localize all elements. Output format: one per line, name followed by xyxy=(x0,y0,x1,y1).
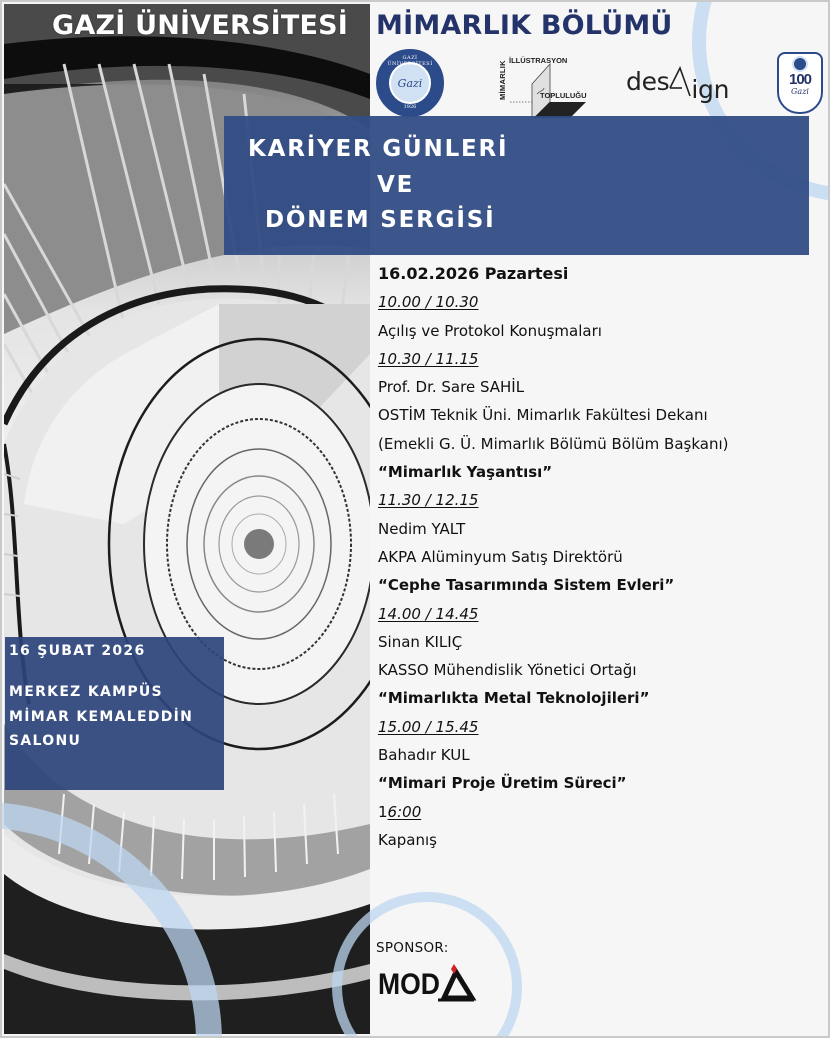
talk-topic-1: “Mimarlık Yaşantısı” xyxy=(378,463,553,482)
title-line-3: DÖNEM SERGİSİ xyxy=(265,207,496,233)
seal-ring-text: GAZİ ÜNİVERSİTESİ xyxy=(387,55,433,67)
event-date: 16 ŞUBAT 2026 xyxy=(9,643,146,659)
agenda-time-6-prefix: 1 xyxy=(378,802,388,821)
agenda-time-1: 10.00 / 10.30 xyxy=(378,293,479,312)
mimarlik-illustrasyon-toplulugu-logo xyxy=(498,48,598,118)
agenda-time-5: 15.00 / 15.45 xyxy=(378,717,479,736)
speaker-name-4: Bahadır KUL xyxy=(378,746,470,765)
venue-line-3: SALONU xyxy=(9,733,82,749)
sponsor-label: SPONSOR: xyxy=(376,940,449,956)
desaign-left: des xyxy=(626,67,670,96)
gazi-university-seal-icon xyxy=(376,49,444,117)
agenda-time-3: 11.30 / 12.15 xyxy=(378,491,479,510)
venue-line-2: MİMAR KEMALEDDİN xyxy=(9,709,194,725)
agenda-closing: Kapanış xyxy=(378,830,437,849)
event-title-box xyxy=(224,116,809,255)
club-logo-graphic-icon xyxy=(506,62,586,118)
gazi-100-year-badge-icon xyxy=(777,52,823,114)
title-line-2: VE xyxy=(377,172,415,198)
speaker-name-3: Sinan KILIÇ xyxy=(378,632,463,651)
agenda-date: 16.02.2026 Pazartesi xyxy=(378,264,569,283)
club-logo-vertical-text: MİMARLIK xyxy=(498,60,507,100)
event-agenda xyxy=(378,260,818,854)
seal-year: 1926 xyxy=(403,104,417,110)
moda-logo-graphic xyxy=(378,964,478,1004)
speaker-name-2: Nedim YALT xyxy=(378,519,466,538)
seal-center-signature: Gazi xyxy=(389,62,431,104)
venue-info-box xyxy=(5,637,224,790)
club-logo-line2: TOPLULUĞU xyxy=(540,91,587,100)
triangle-a-icon xyxy=(669,66,691,96)
speaker-name-1: Prof. Dr. Sare SAHİL xyxy=(378,378,525,397)
university-name: GAZİ ÜNİVERSİTESİ xyxy=(52,10,349,41)
moda-sponsor-logo xyxy=(378,964,478,1004)
svg-text:MOD: MOD xyxy=(378,968,440,1001)
speaker-title-1b: (Emekli G. Ü. Mimarlık Bölümü Bölüm Başkanı) xyxy=(378,434,729,453)
talk-topic-3: “Mimarlıkta Metal Teknolojileri” xyxy=(378,689,650,708)
badge-script: Gazi xyxy=(791,87,809,96)
agenda-time-4: 14.00 / 14.45 xyxy=(378,604,479,623)
agenda-time-2: 10.30 / 11.15 xyxy=(378,349,479,368)
badge-seal-dot xyxy=(792,56,808,72)
header-title xyxy=(2,8,830,48)
speaker-title-3: KASSO Mühendislik Yönetici Ortağı xyxy=(378,661,637,680)
badge-number: 100 xyxy=(788,71,812,88)
agenda-time-6-rest: 6:00 xyxy=(387,802,422,821)
talk-topic-2: “Cephe Tasarımında Sistem Evleri” xyxy=(378,576,675,595)
title-line-1: KARİYER GÜNLERİ xyxy=(248,136,509,162)
club-logo-line1: İLLÜSTRASYON xyxy=(509,56,568,65)
department-name: MİMARLIK BÖLÜMÜ xyxy=(376,10,673,41)
desaign-logo xyxy=(626,66,730,104)
talk-topic-4: “Mimari Proje Üretim Süreci” xyxy=(378,774,627,793)
agenda-opening: Açılış ve Protokol Konuşmaları xyxy=(378,321,602,340)
speaker-title-2: AKPA Alüminyum Satış Direktörü xyxy=(378,547,623,566)
agenda-time-6 xyxy=(378,798,818,826)
desaign-right: ign xyxy=(691,75,730,104)
venue-line-1: MERKEZ KAMPÜS xyxy=(9,684,163,700)
speaker-title-1: OSTİM Teknik Üni. Mimarlık Fakültesi Dekanı xyxy=(378,406,708,425)
